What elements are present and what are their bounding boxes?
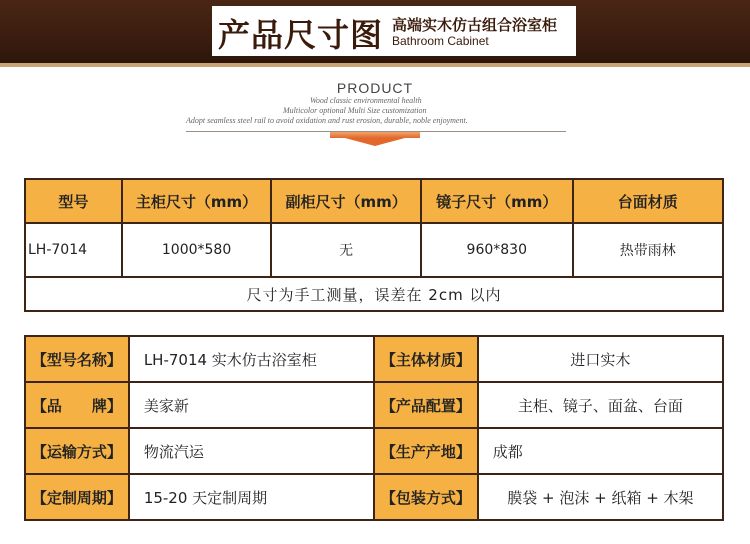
cell-countertop-material: 热带雨林 <box>573 223 723 277</box>
value-lead-time: 15-20 天定制周期 <box>129 474 374 520</box>
label-origin: 【生产产地】 <box>374 428 478 474</box>
spec-table-header <box>25 179 723 223</box>
header-countertop-material: 台面材质 <box>573 179 723 223</box>
product-heading: PRODUCT <box>336 80 414 96</box>
value-brand: 美家新 <box>129 382 374 428</box>
table-row <box>25 223 723 277</box>
header-side-cabinet-size: 副柜尺寸（mm） <box>271 179 421 223</box>
value-packaging: 膜袋 + 泡沫 + 纸箱 + 木架 <box>478 474 723 520</box>
value-model-name: LH-7014 实木仿古浴室柜 <box>129 336 374 382</box>
page-title: 产品尺寸图 <box>218 16 384 54</box>
spec-table <box>24 178 724 312</box>
table-row <box>25 336 723 382</box>
banner-subtitle-en: Bathroom Cabinet <box>392 34 489 48</box>
arrow-down-icon <box>345 138 405 146</box>
product-tagline-2: Multicolor optional Multi Size customization <box>283 106 427 115</box>
table-row <box>25 382 723 428</box>
measurement-note-row <box>25 277 723 311</box>
header-main-cabinet-size: 主柜尺寸（mm） <box>122 179 272 223</box>
label-lead-time: 【定制周期】 <box>25 474 129 520</box>
value-shipping: 物流汽运 <box>129 428 374 474</box>
value-configuration: 主柜、镜子、面盆、台面 <box>478 382 723 428</box>
header-model: 型号 <box>25 179 122 223</box>
label-model-name: 【型号名称】 <box>25 336 129 382</box>
header-mirror-size: 镜子尺寸（mm） <box>421 179 573 223</box>
table-row <box>25 428 723 474</box>
label-main-material: 【主体材质】 <box>374 336 478 382</box>
label-packaging: 【包装方式】 <box>374 474 478 520</box>
value-origin: 成都 <box>478 428 723 474</box>
cell-side-cabinet-size: 无 <box>271 223 421 277</box>
cell-mirror-size: 960*830 <box>421 223 573 277</box>
value-main-material: 进口实木 <box>478 336 723 382</box>
measurement-note: 尺寸为手工测量，误差在 2cm 以内 <box>25 277 723 311</box>
label-configuration: 【产品配置】 <box>374 382 478 428</box>
product-tagline-3: Adopt seamless steel rail to avoid oxidation and rust erosion, durable, noble enjoyment. <box>186 116 468 125</box>
label-brand: 【品 牌】 <box>25 382 129 428</box>
cell-main-cabinet-size: 1000*580 <box>122 223 272 277</box>
table-row <box>25 474 723 520</box>
info-table <box>24 335 724 521</box>
label-shipping: 【运输方式】 <box>25 428 129 474</box>
banner-subtitle-cn: 高端实木仿古组合浴室柜 <box>392 16 558 34</box>
cell-model: LH-7014 <box>25 223 122 277</box>
product-tagline-1: Wood classic environmental health <box>310 96 422 105</box>
